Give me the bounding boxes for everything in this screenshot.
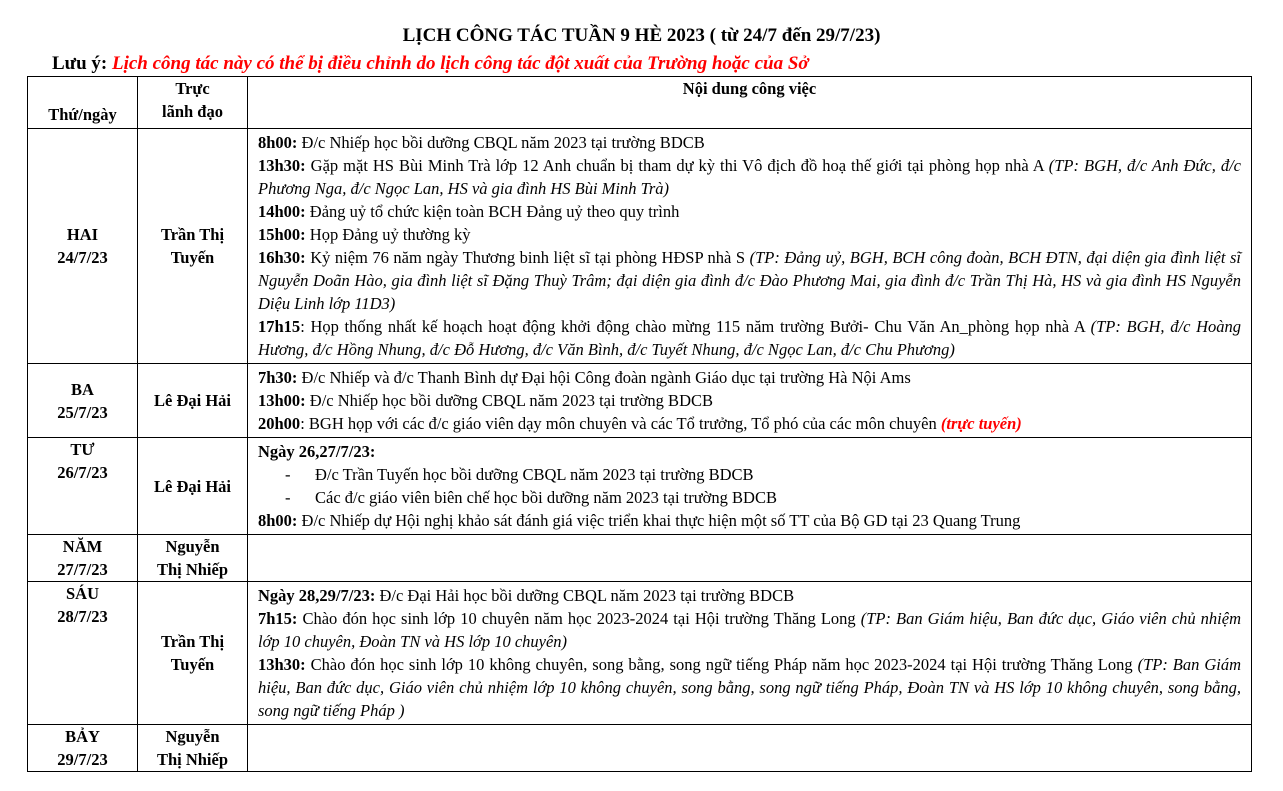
lead-name-line1: Lê Đại Hải	[154, 391, 231, 410]
day-date: 27/7/23	[57, 560, 108, 579]
content-cell	[248, 535, 1252, 582]
item-text: : BGH họp với các đ/c giáo viên dạy môn chuyên và các Tổ trưởng, Tổ phó của các môn chuyên	[300, 414, 941, 433]
schedule-item	[258, 131, 1241, 154]
table-row	[28, 535, 1252, 582]
bullet-dash: -	[285, 465, 291, 484]
content-cell	[248, 364, 1252, 438]
day-cell	[28, 438, 138, 535]
bullet-text: Đ/c Trần Tuyến học bồi dưỡng CBQL năm 2023 tại trường BDCB	[315, 465, 754, 484]
item-time: 7h30:	[258, 368, 298, 387]
content-cell	[248, 725, 1252, 772]
day-cell	[28, 725, 138, 772]
lead-cell	[138, 535, 248, 582]
lead-name-line1: Lê Đại Hải	[154, 476, 231, 496]
item-note: (TP: Đảng uỷ, BGH, BCH công đoàn, BCH ĐTN, đại diện gia đình liệt sĩ Nguyễn Doãn Hào, gia đình liệt sĩ Đặng Thuỳ Trâm; đại diện gia đình đ/c Đào Phương Mai, gia đình đ/c Trần Thị Hà, HS và gia đình HS Nguyễn Diệu Linh lớp 11D3)	[258, 248, 1241, 313]
item-time: 8h00:	[258, 511, 298, 530]
item-note: (TP: BGH, đ/c Hoàng Hương, đ/c Hồng Nhung, đ/c Đỗ Hương, đ/c Văn Bình, đ/c Tuyết Nhung, đ/c Ngọc Lan, đ/c Chu Phương)	[258, 317, 1241, 359]
item-time: 13h30:	[258, 655, 306, 674]
note-line	[52, 52, 809, 76]
schedule-item	[258, 366, 1241, 389]
date-range-heading: Ngày 26,27/7/23:	[258, 442, 376, 461]
lead-cell	[138, 438, 248, 535]
lead-name-line1: Trần Thị	[160, 632, 225, 651]
item-time: 13h00:	[258, 391, 306, 410]
day-date: 29/7/23	[57, 750, 108, 769]
note-text: Lịch công tác này có thể bị điều chỉnh do lịch công tác đột xuất của Trường hoặc của Sở	[111, 53, 809, 74]
day-name: HAI	[66, 225, 99, 244]
item-text: Gặp mặt HS Bùi Minh Trà lớp 12 Anh chuẩn bị tham dự kỳ thi Vô địch đồ hoạ thế giới tại phòng họp nhà A	[305, 156, 1049, 175]
lead-name-line1: Nguyễn	[165, 537, 220, 556]
item-time: 17h15	[258, 317, 301, 336]
schedule-item	[258, 653, 1241, 722]
day-name: TƯ	[70, 440, 95, 459]
item-text: : Họp thống nhất kế hoạch hoạt động khởi động chào mừng 115 năm trường Bưởi- Chu Văn An_phòng họp nhà A	[300, 317, 1091, 336]
lead-cell	[138, 582, 248, 725]
table-row	[28, 129, 1252, 364]
lead-name-line1: Nguyễn	[165, 727, 220, 746]
schedule-item	[258, 200, 1241, 223]
header-content: Nội dung công việc	[248, 77, 1252, 129]
day-date: 26/7/23	[57, 463, 108, 482]
day-name: BA	[71, 379, 94, 399]
day-name: NĂM	[62, 537, 103, 556]
table-row	[28, 725, 1252, 772]
item-time: 15h00:	[258, 225, 306, 244]
item-time: Ngày 28,29/7/23:	[258, 586, 376, 605]
item-time: 8h00:	[258, 133, 298, 152]
day-date: 28/7/23	[57, 607, 108, 626]
lead-cell	[138, 129, 248, 364]
table-row	[28, 582, 1252, 725]
content-cell	[248, 438, 1252, 535]
header-day: Thứ/ngày	[28, 77, 138, 129]
day-date: 24/7/23	[57, 248, 108, 267]
item-text: Họp Đảng uỷ thường kỳ	[305, 225, 471, 244]
schedule-item	[258, 607, 1241, 653]
item-text: Đ/c Nhiếp và đ/c Thanh Bình dự Đại hội Công đoàn ngành Giáo dục tại trường Hà Nội Ams	[297, 368, 911, 387]
schedule-item	[258, 223, 1241, 246]
item-text: Đ/c Nhiếp học bồi dưỡng CBQL năm 2023 tại trường BDCB	[305, 391, 713, 410]
item-text: Đ/c Nhiếp học bồi dưỡng CBQL năm 2023 tại trường BDCB	[297, 133, 705, 152]
schedule-item	[258, 412, 1241, 435]
item-time: 7h15:	[258, 609, 298, 628]
item-text: Chào đón học sinh lớp 10 không chuyên, song bằng, song ngữ tiếng Pháp năm học 2023-2024 tại Hội trường Thăng Long	[305, 655, 1138, 674]
bullet-item	[258, 486, 1241, 509]
header-lead-line1: Trực	[175, 79, 210, 98]
header-lead	[138, 77, 248, 129]
page-title: LỊCH CÔNG TÁC TUẦN 9 HÈ 2023 ( từ 24/7 đến 29/7/23)	[402, 25, 881, 46]
day-cell	[28, 364, 138, 438]
content-cell	[248, 582, 1252, 725]
lead-name-line2: Tuyến	[170, 248, 215, 267]
schedule-item	[258, 584, 1241, 607]
lead-cell	[138, 364, 248, 438]
schedule-item	[258, 246, 1241, 315]
item-note: (TP: Ban Giám hiệu, Ban đức dục, Giáo viên chủ nhiệm lớp 10 chuyên, Đoàn TN và HS lớp 10 chuyên)	[258, 609, 1241, 651]
lead-name-line2: Thị Nhiếp	[156, 750, 229, 769]
header-lead-line2: lãnh đạo	[162, 102, 223, 121]
item-time: 20h00	[258, 414, 301, 433]
day-cell	[28, 129, 138, 364]
schedule-item	[258, 154, 1241, 200]
lead-name-line1: Trần Thị	[160, 225, 225, 244]
item-text: Kỷ niệm 76 năm ngày Thương binh liệt sĩ tại phòng HĐSP nhà S	[305, 248, 750, 267]
item-time: 13h30:	[258, 156, 306, 175]
day-date: 25/7/23	[57, 402, 108, 422]
item-time: 16h30:	[258, 248, 306, 267]
note-label: Lưu ý:	[52, 53, 112, 74]
item-time: 14h00:	[258, 202, 306, 221]
item-note: (TP: BGH, đ/c Anh Đức, đ/c Phương Nga, đ/c Ngọc Lan, HS và gia đình HS Bùi Minh Trà)	[258, 156, 1241, 198]
lead-name-line2: Thị Nhiếp	[156, 560, 229, 579]
bullet-item	[258, 463, 1241, 486]
day-cell	[28, 535, 138, 582]
day-name: SÁU	[65, 584, 99, 603]
bullet-dash: -	[285, 488, 291, 507]
schedule-item	[258, 389, 1241, 412]
schedule-table	[27, 76, 1252, 772]
schedule-item	[258, 509, 1241, 532]
content-cell	[248, 129, 1252, 364]
table-row	[28, 364, 1252, 438]
item-text: Đảng uỷ tổ chức kiện toàn BCH Đảng uỷ theo quy trình	[305, 202, 680, 221]
day-name: BẢY	[65, 727, 100, 746]
item-text: Đ/c Đại Hải học bồi dưỡng CBQL năm 2023 tại trường BDCB	[375, 586, 795, 605]
table-header-row	[28, 77, 1252, 129]
schedule-item	[258, 315, 1241, 361]
bullet-text: Các đ/c giáo viên biên chế học bồi dưỡng năm 2023 tại trường BDCB	[315, 488, 777, 507]
table-row	[28, 438, 1252, 535]
item-note: (TP: Ban Giám hiệu, Ban đức dục, Giáo viên chủ nhiệm lớp 10 không chuyên, song bằng, song ngữ tiếng Pháp, Đoàn TN và HS lớp 10 không chuyên, song bằng, song ngữ tiếng Pháp )	[258, 655, 1241, 720]
item-text: Chào đón học sinh lớp 10 chuyên năm học 2023-2024 tại Hội trường Thăng Long	[297, 609, 861, 628]
item-online-tag: (trực tuyến)	[940, 414, 1022, 433]
day-cell	[28, 582, 138, 725]
item-text: Đ/c Nhiếp dự Hội nghị khảo sát đánh giá việc triển khai thực hiện một số TT của Bộ GD tại 23 Quang Trung	[297, 511, 1021, 530]
lead-name-line2: Tuyến	[170, 655, 215, 674]
lead-cell	[138, 725, 248, 772]
